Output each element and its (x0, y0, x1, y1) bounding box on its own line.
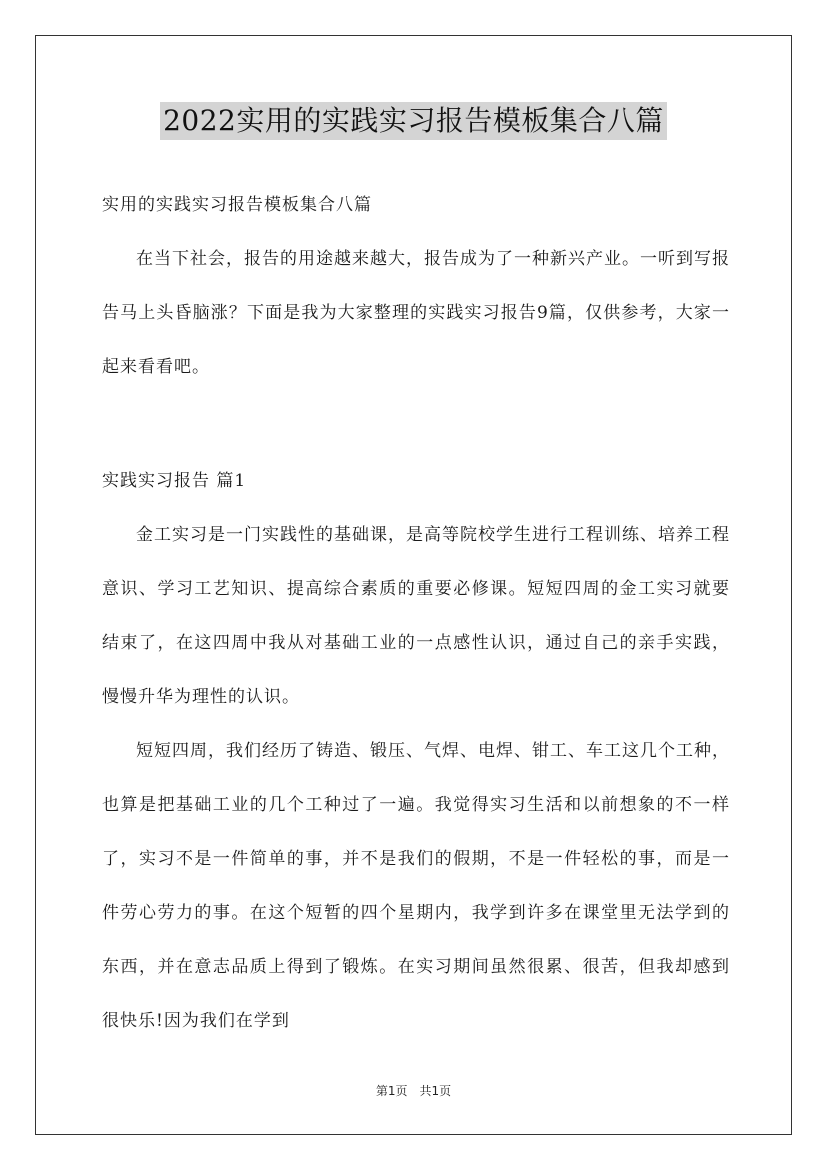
document-body (102, 178, 730, 1048)
section-heading: 实践实习报告 篇1 (102, 471, 247, 491)
body-paragraph: 短短四周，我们经历了铸造、锻压、气焊、电焊、钳工、车工这几个工种，也算是把基础工业的几个工种过了一遍。我觉得实习生活和以前想象的不一样了，实习不是一件简单的事，并不是我们的假期，不是一件轻松的事，而是一件劳心劳力的事。在这个短暂的四个星期内，我学到许多在课堂里无法学到的东西，并在意志品质上得到了锻炼。在实习期间虽然很累、很苦，但我却感到很快乐!因为我们在学到 (102, 741, 730, 1031)
section-gap (102, 394, 730, 454)
title-container (0, 102, 827, 140)
body-paragraph: 金工实习是一门实践性的基础课，是高等院校学生进行工程训练、培养工程意识、学习工艺知识、提高综合素质的重要必修课。短短四周的金工实习就要结束了，在这四周中我从对基础工业的一点感性认识，通过自己的亲手实践，慢慢升华为理性的认识。 (102, 525, 730, 707)
page-footer: 第1页 共1页 (375, 1084, 452, 1098)
intro-paragraph: 在当下社会，报告的用途越来越大，报告成为了一种新兴产业。一听到写报告马上头昏脑涨？下面是我为大家整理的实践实习报告9篇，仅供参考，大家一起来看看吧。 (102, 249, 730, 377)
document-title: 2022实用的实践实习报告模板集合八篇 (160, 102, 667, 140)
document-subtitle: 实用的实践实习报告模板集合八篇 (102, 195, 372, 215)
